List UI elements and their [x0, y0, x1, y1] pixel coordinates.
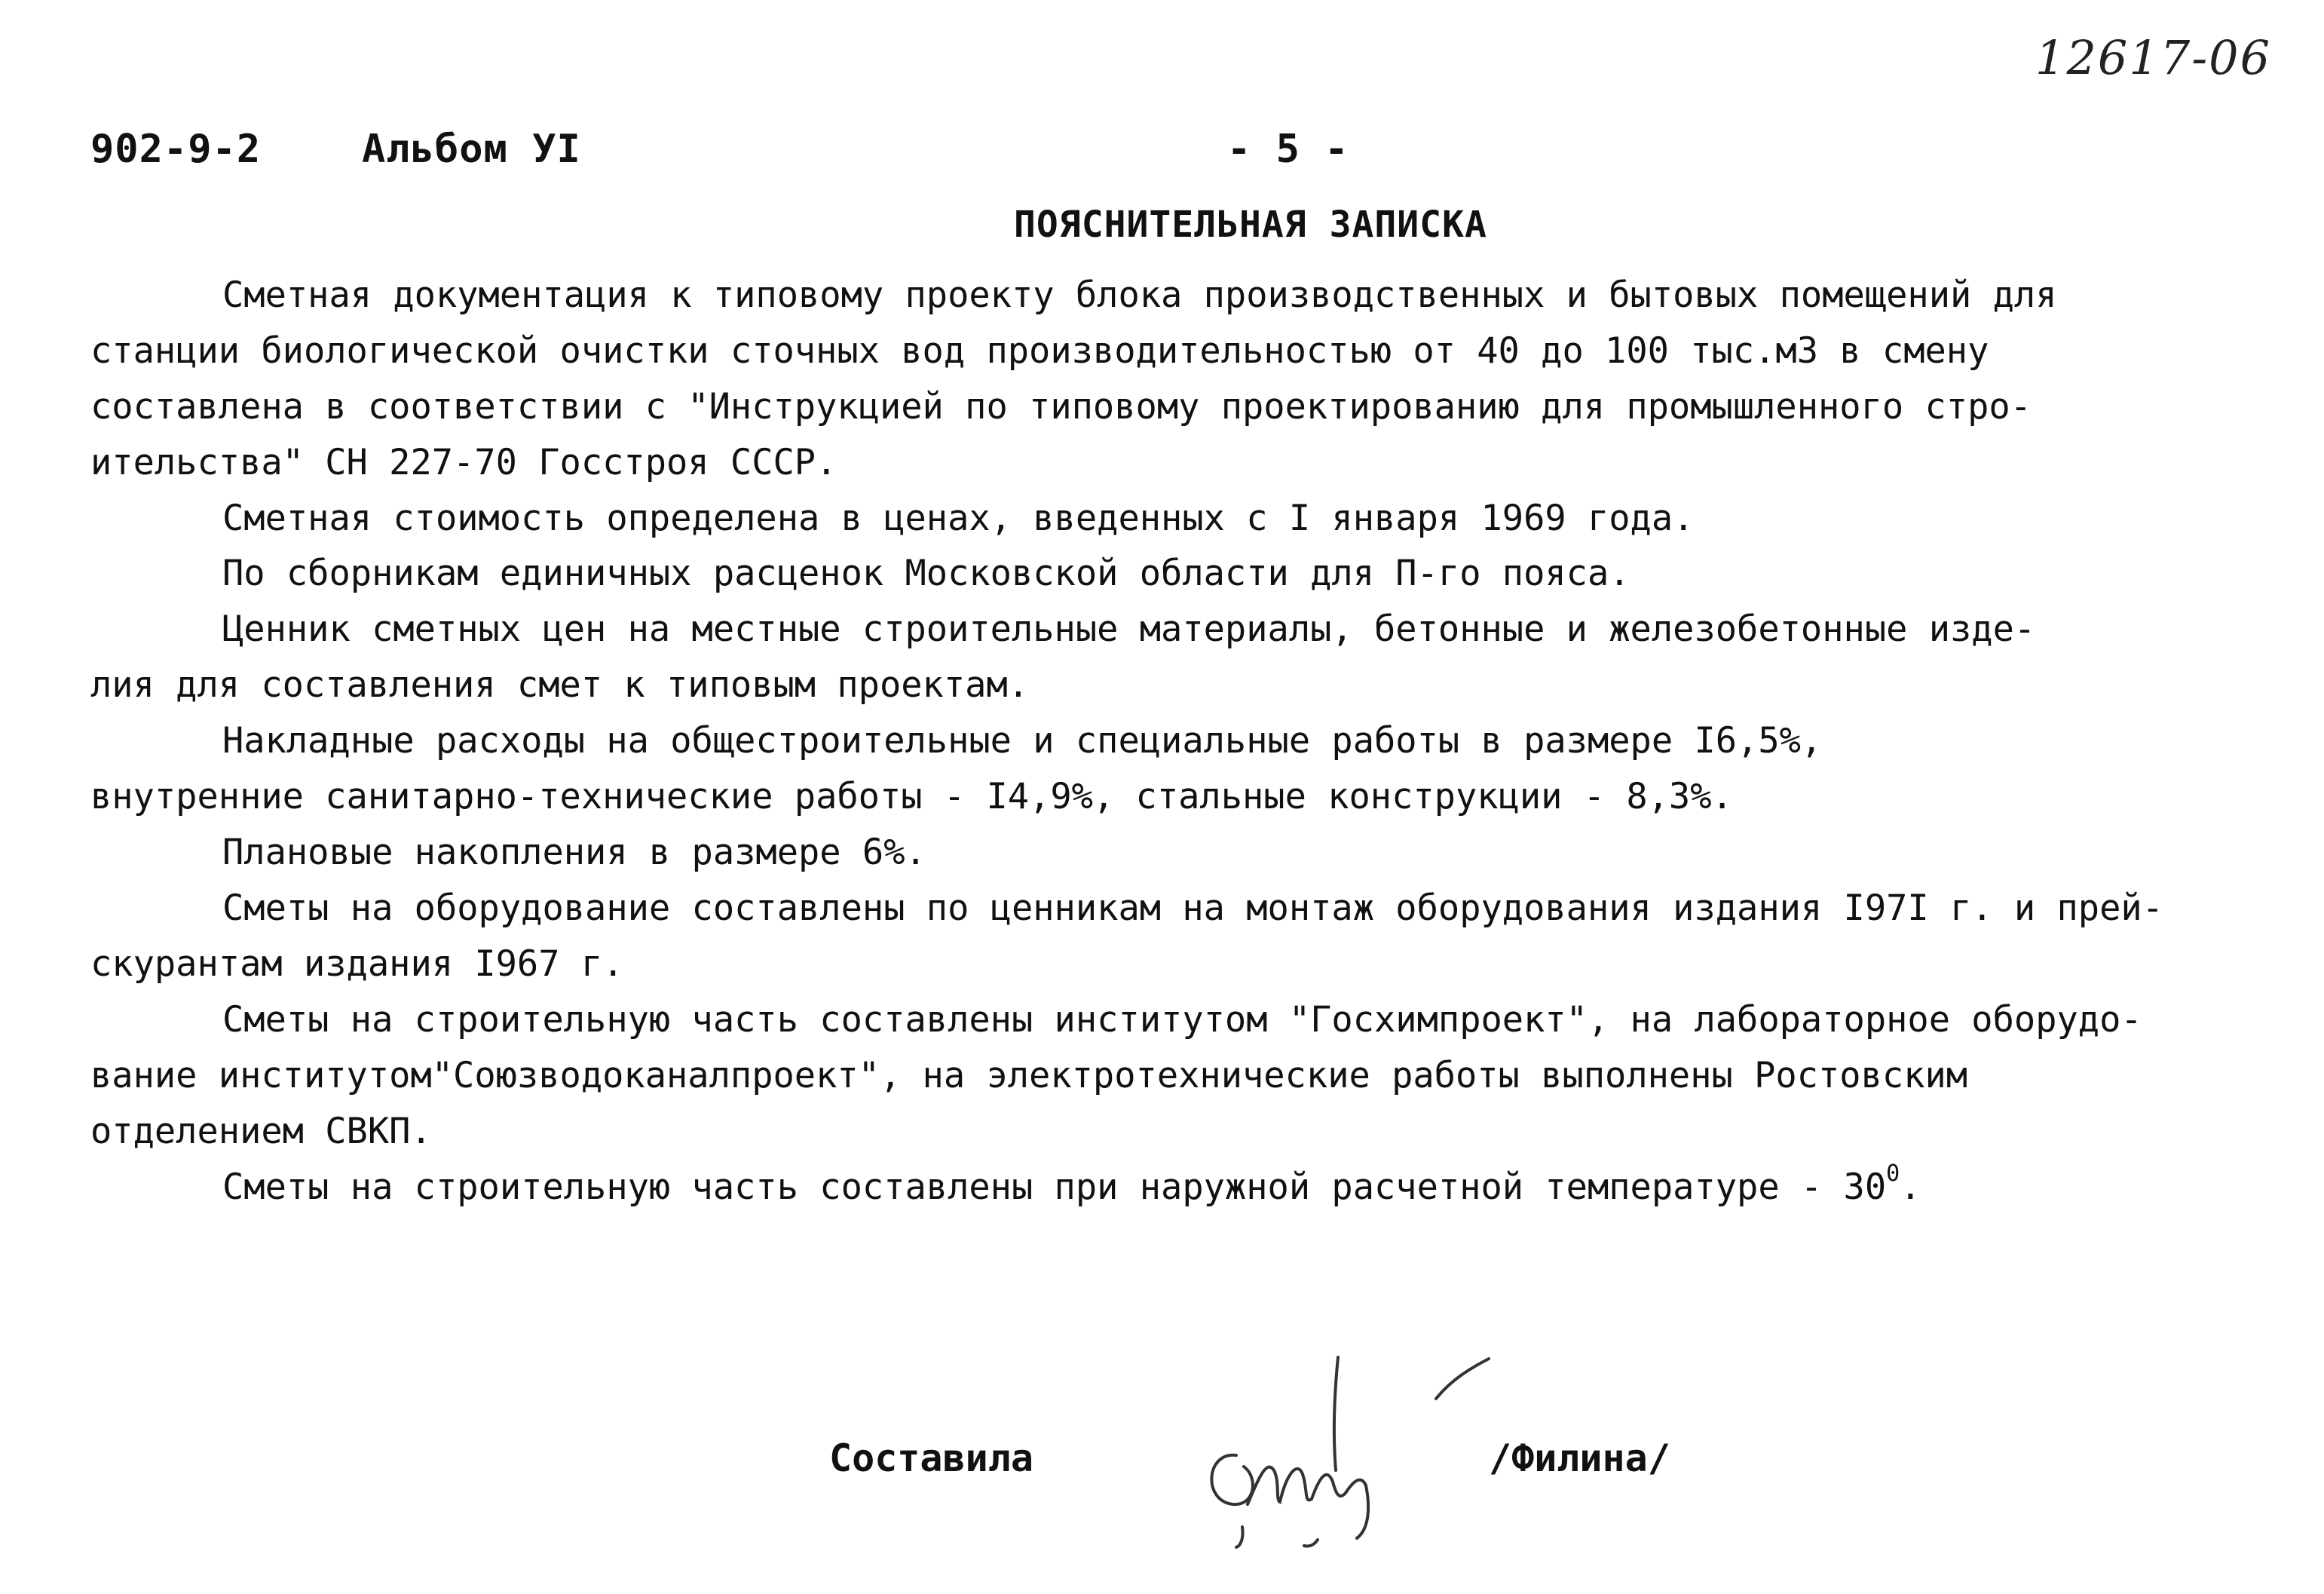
text-line: Плановые накопления в размере 6%. — [222, 832, 926, 873]
page-number: - 5 - — [1227, 127, 1349, 172]
text-line: Сметы на оборудование составлены по ценникам на монтаж оборудования издания I97I г. и прей- — [222, 887, 2163, 929]
text-line: лия для составления смет к типовым проектам. — [90, 664, 1030, 706]
signature-name: /Филина/ — [1489, 1436, 1670, 1480]
text-line-last-body: Сметы на строительную часть составлены при наружной расчетной температуре - 30 — [222, 1166, 1887, 1208]
album-label: Альбом УI — [362, 127, 581, 172]
text-line: скурантам издания I967 г. — [90, 943, 624, 985]
signature-label: Составила — [829, 1436, 1033, 1480]
text-line: внутренние санитарно-технические работы - I4,9%, стальные конструкции - 8,3%. — [90, 776, 1733, 817]
handwritten-signature — [1191, 1327, 1508, 1553]
text-line: Сметная документация к типовому проекту блока производственных и бытовых помещений для — [222, 274, 2057, 316]
text-line: вание институтом"Союзводоканалпроект", на электротехнические работы выполнены Ростовским — [90, 1055, 1968, 1096]
doc-code: 902-9-2 — [90, 127, 262, 172]
corner-note: 12617-06 — [2035, 30, 2272, 85]
text-line-last-end: . — [1900, 1166, 1921, 1208]
text-line: отделением СВКП. — [90, 1111, 432, 1152]
text-line: ительства" СН 227-70 Госстроя СССР. — [90, 442, 837, 483]
text-line: Ценник сметных цен на местные строительные материалы, бетонные и железобетонные изде- — [222, 608, 2036, 650]
page-title: ПОЯСНИТЕЛЬНАЯ ЗАПИСКА — [1014, 204, 1487, 246]
text-line: составлена в соответствии с "Инструкцией по типовому проектированию для промышленного стро- — [90, 386, 2032, 428]
text-line: По сборникам единичных расценок Московской области для П-го пояса. — [222, 553, 1630, 594]
degree-superscript: 0 — [1886, 1160, 1900, 1187]
text-line: Сметы на строительную часть составлены институтом "Госхимпроект", на лабораторное оборудо- — [222, 999, 2142, 1041]
text-line: станции биологической очистки сточных вод производительностью от 40 до 100 тыс.м3 в смену — [90, 330, 1989, 372]
text-line: Накладные расходы на общестроительные и специальные работы в размере I6,5%, — [222, 720, 1823, 762]
text-line: Сметная стоимость определена в ценах, введенных с I января 1969 года. — [222, 498, 1695, 539]
text-line-last — [222, 1160, 1921, 1208]
